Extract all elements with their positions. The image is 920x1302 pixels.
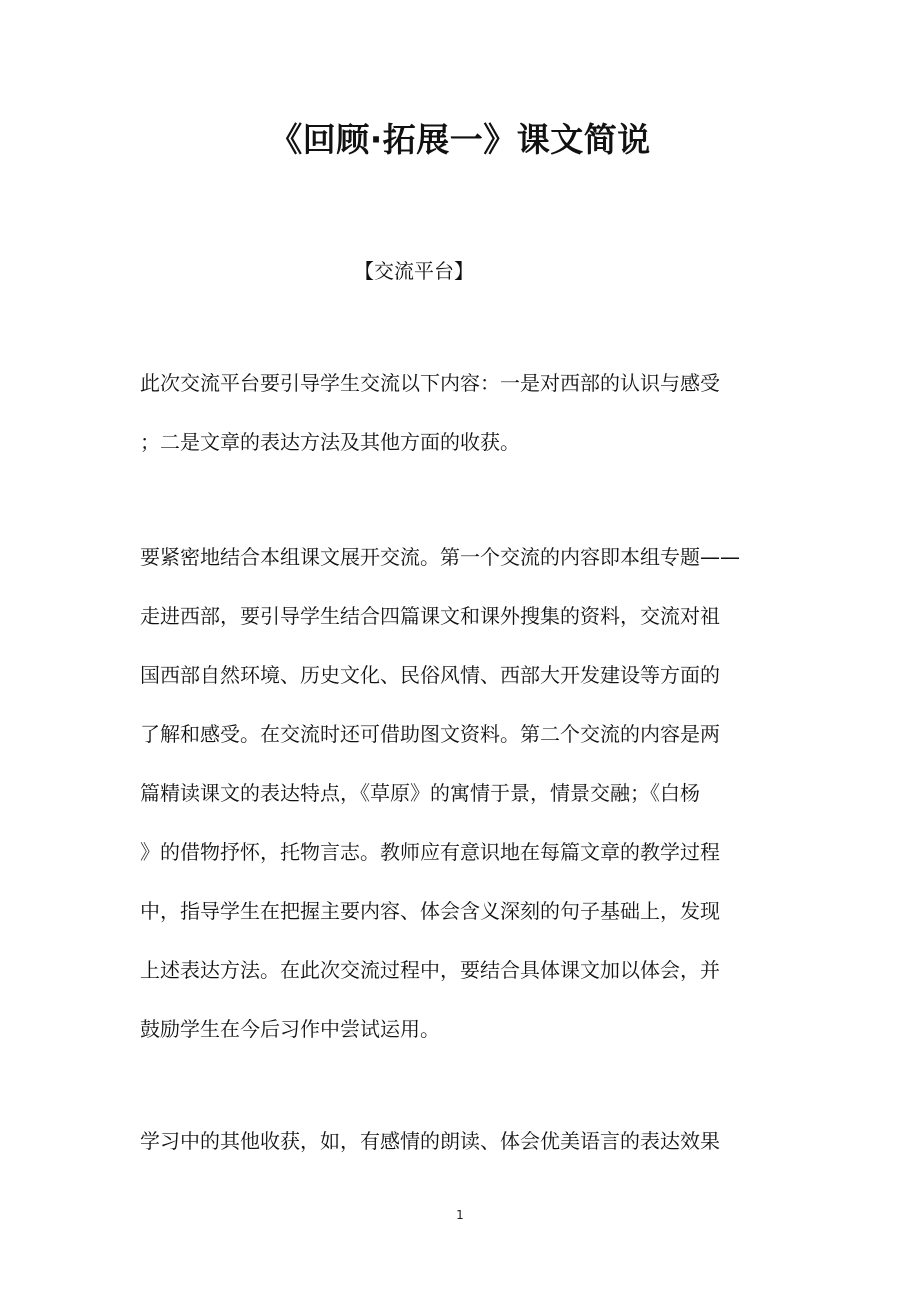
- paragraph-line: 学习中的其他收获，如，有感情的朗读、体会优美语言的表达效果: [140, 1129, 720, 1153]
- document-title: 《回顾·拓展一》课文简说: [269, 120, 651, 159]
- paragraph-line: 》的借物抒怀，托物言志。教师应有意识地在每篇文章的教学过程: [140, 840, 720, 864]
- paragraph-line: 上述表达方法。在此次交流过程中，要结合具体课文加以体会，并: [140, 958, 720, 982]
- paragraph-line: 了解和感受。在交流时还可借助图文资料。第二个交流的内容是两: [140, 722, 720, 746]
- paragraph-2: [140, 528, 790, 1059]
- paragraph-line: 鼓励学生在今后习作中尝试运用。: [140, 1017, 440, 1041]
- paragraph-line: 走进西部，要引导学生结合四篇课文和课外搜集的资料，交流对祖: [140, 604, 720, 628]
- paragraph-line: 要紧密地结合本组课文展开交流。第一个交流的内容即本组专题——: [140, 545, 740, 569]
- paragraph-line: 此次交流平台要引导学生交流以下内容：一是对西部的认识与感受: [140, 371, 720, 395]
- paragraph-3: [140, 1112, 790, 1171]
- paragraph-line: 中，指导学生在把握主要内容、体会含义深刻的句子基础上，发现: [140, 899, 720, 923]
- page-number: 1: [456, 1208, 464, 1222]
- paragraph-line: ；二是文章的表达方法及其他方面的收获。: [140, 430, 520, 454]
- paragraph-line: 篇精读课文的表达特点，《草原》的寓情于景，情景交融；《白杨: [140, 781, 700, 805]
- paragraph-line: 国西部自然环境、历史文化、民俗风情、西部大开发建设等方面的: [140, 663, 720, 687]
- section-heading: 【交流平台】: [354, 259, 474, 283]
- paragraph-1: [140, 354, 790, 472]
